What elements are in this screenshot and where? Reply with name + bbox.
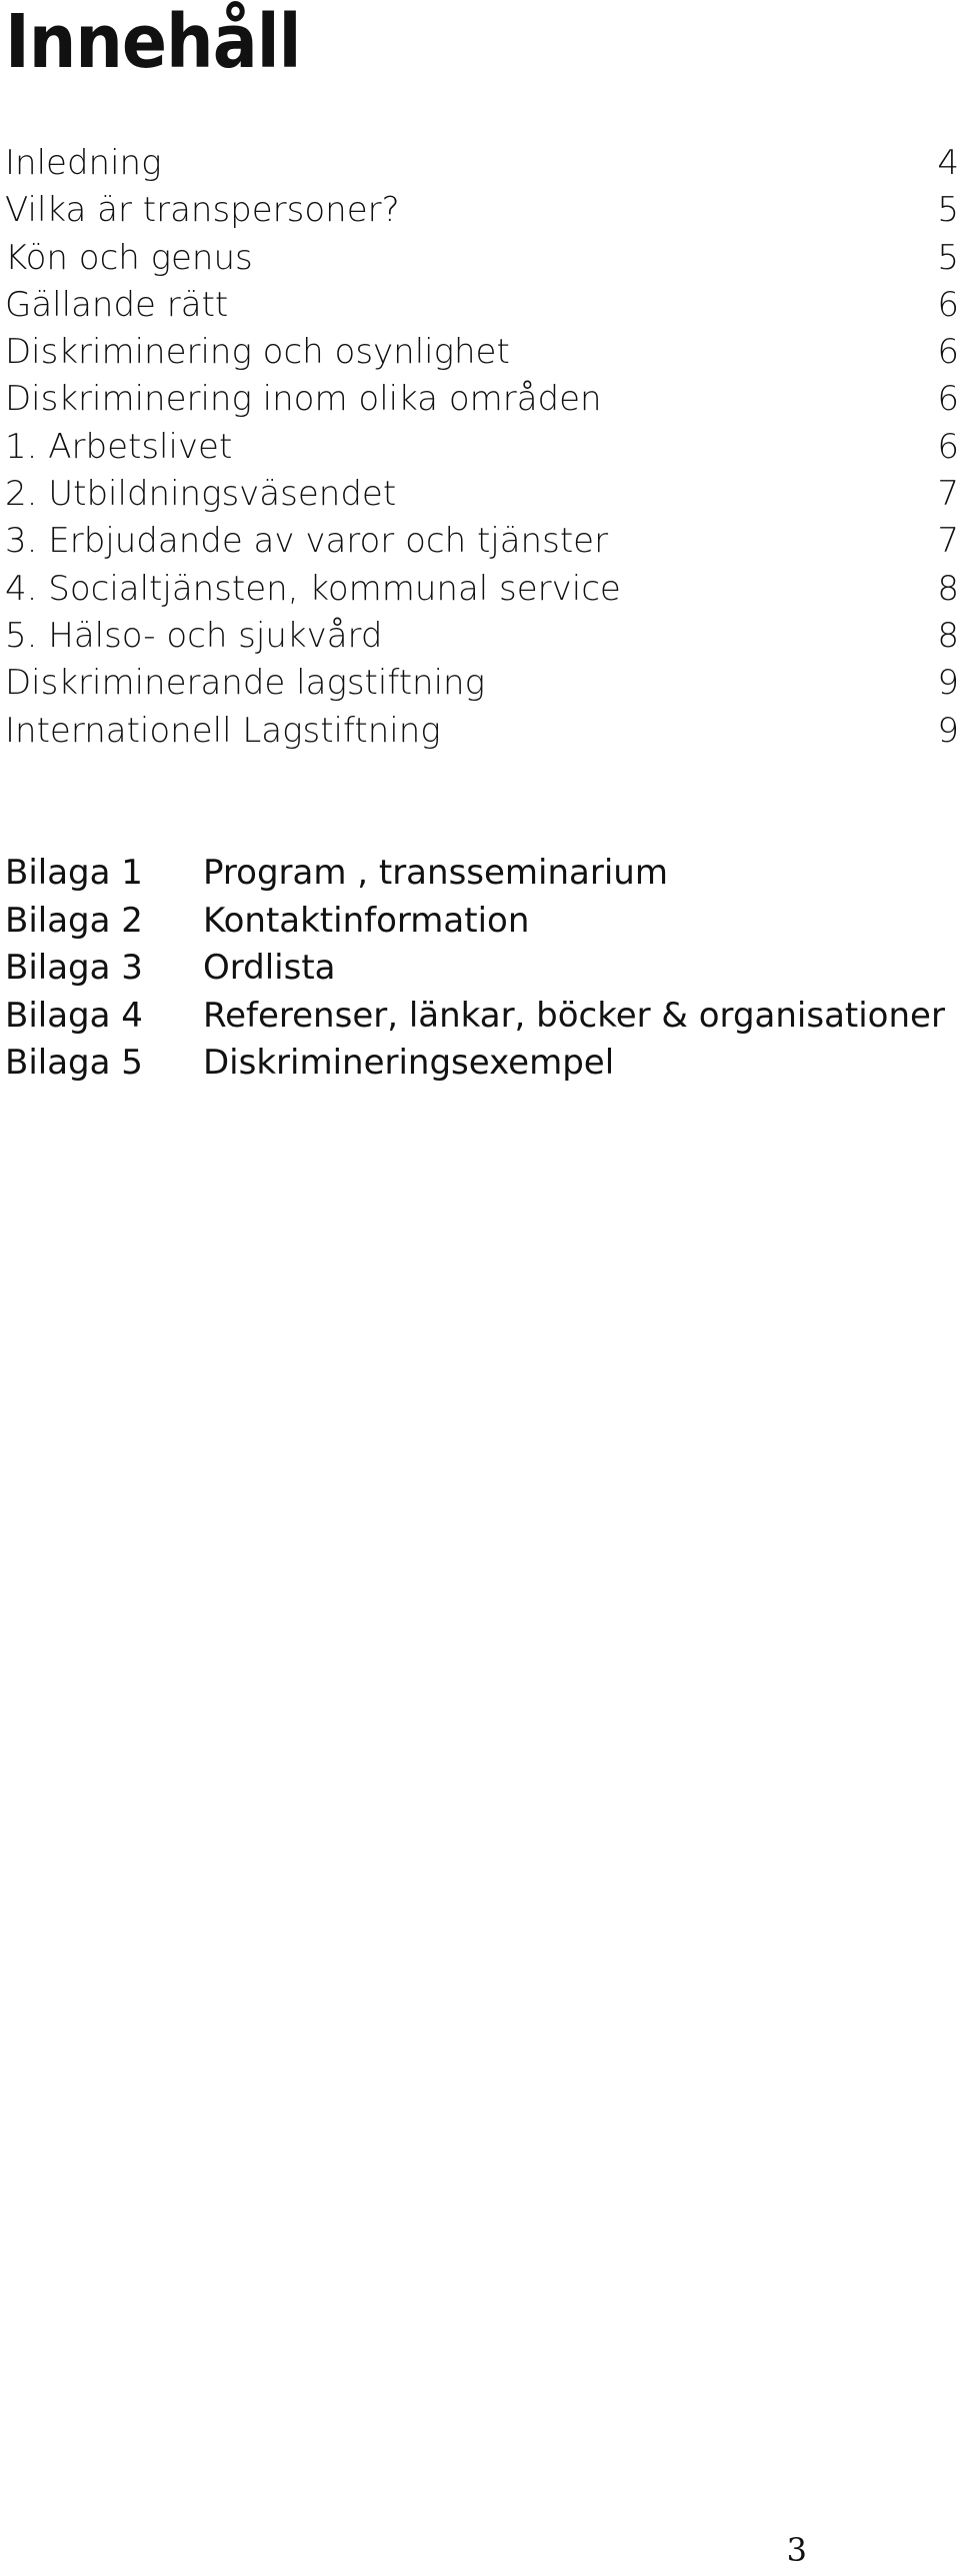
appendix-title: Diskrimineringsexempel: [203, 1043, 615, 1083]
appendix-key: Bilaga 3: [5, 948, 143, 988]
appendix-list: [5, 850, 945, 1088]
toc-entry-arbetslivet[interactable]: [5, 424, 959, 471]
toc-entry-page: 6: [937, 332, 959, 373]
toc-entry-page: 6: [937, 379, 959, 420]
appendix-key: Bilaga 4: [5, 995, 143, 1036]
toc-entry-label: Diskriminering och osynlighet: [5, 332, 510, 373]
toc-entry-label: Inledning: [5, 143, 162, 183]
appendix-key: Bilaga 2: [5, 900, 143, 941]
toc-entry-label: Diskriminering inom olika områden: [5, 379, 602, 420]
appendix-key: Bilaga 1: [5, 853, 143, 893]
toc-entry-page: 9: [937, 710, 959, 751]
appendix-entry-1[interactable]: [5, 850, 945, 898]
appendix-entry-5[interactable]: [5, 1040, 945, 1088]
toc-entry-label: Gällande rätt: [5, 284, 229, 325]
toc-entry-page: 4: [937, 143, 959, 183]
toc-entry-label: Internationell Lagstiftning: [5, 710, 441, 751]
toc-entry-page: 7: [937, 521, 959, 562]
toc-entry-label: Vilka är transpersoner?: [5, 190, 400, 231]
toc-entry-internationell-lagstiftning[interactable]: [5, 708, 959, 755]
toc-entry-diskriminering-inom-olika-omraden[interactable]: [5, 376, 959, 423]
toc-entry-label: 4. Socialtjänsten, kommunal service: [5, 568, 621, 609]
toc-entry-halso-och-sjukvard[interactable]: [5, 613, 959, 660]
toc-entry-page: 5: [937, 190, 959, 231]
table-of-contents: [5, 140, 959, 755]
appendix-entry-4[interactable]: [5, 993, 945, 1041]
toc-entry-kon-och-genus[interactable]: [5, 235, 959, 282]
toc-entry-label: 1. Arbetslivet: [5, 426, 233, 467]
toc-entry-page: 7: [937, 474, 959, 515]
toc-entry-label: Kön och genus: [5, 237, 253, 278]
toc-entry-page: 5: [937, 237, 959, 278]
appendix-title: Kontaktinformation: [203, 900, 530, 941]
toc-entry-socialtjansten[interactable]: [5, 566, 959, 613]
appendix-title: Program , transseminarium: [203, 853, 668, 893]
toc-entry-label: 3. Erbjudande av varor och tjänster: [5, 521, 609, 562]
toc-entry-page: 8: [937, 568, 959, 609]
toc-entry-inledning[interactable]: [5, 140, 959, 187]
toc-entry-page: 6: [937, 284, 959, 325]
appendix-title: Referenser, länkar, böcker & organisationer: [203, 995, 945, 1036]
toc-entry-label: Diskriminerande lagstiftning: [5, 663, 485, 704]
appendix-entry-3[interactable]: [5, 945, 945, 993]
toc-entry-vilka-ar-transpersoner[interactable]: [5, 187, 959, 234]
toc-entry-page: 9: [937, 663, 959, 704]
toc-entry-gallande-ratt[interactable]: [5, 282, 959, 329]
appendix-key: Bilaga 5: [5, 1043, 143, 1083]
toc-entry-diskriminerande-lagstiftning[interactable]: [5, 660, 959, 707]
toc-entry-label: 5. Hälso- och sjukvård: [5, 615, 383, 656]
toc-entry-label: 2. Utbildningsväsendet: [5, 474, 397, 515]
page-number: 3: [786, 2531, 807, 2569]
page-title: Innehåll: [5, 0, 301, 85]
toc-entry-page: 6: [937, 426, 959, 467]
toc-entry-diskriminering-och-osynlighet[interactable]: [5, 329, 959, 376]
toc-entry-page: 8: [937, 615, 959, 656]
toc-entry-utbildningsvasendet[interactable]: [5, 471, 959, 518]
appendix-entry-2[interactable]: [5, 898, 945, 946]
appendix-title: Ordlista: [203, 948, 336, 988]
toc-entry-varor-och-tjanster[interactable]: [5, 518, 959, 565]
